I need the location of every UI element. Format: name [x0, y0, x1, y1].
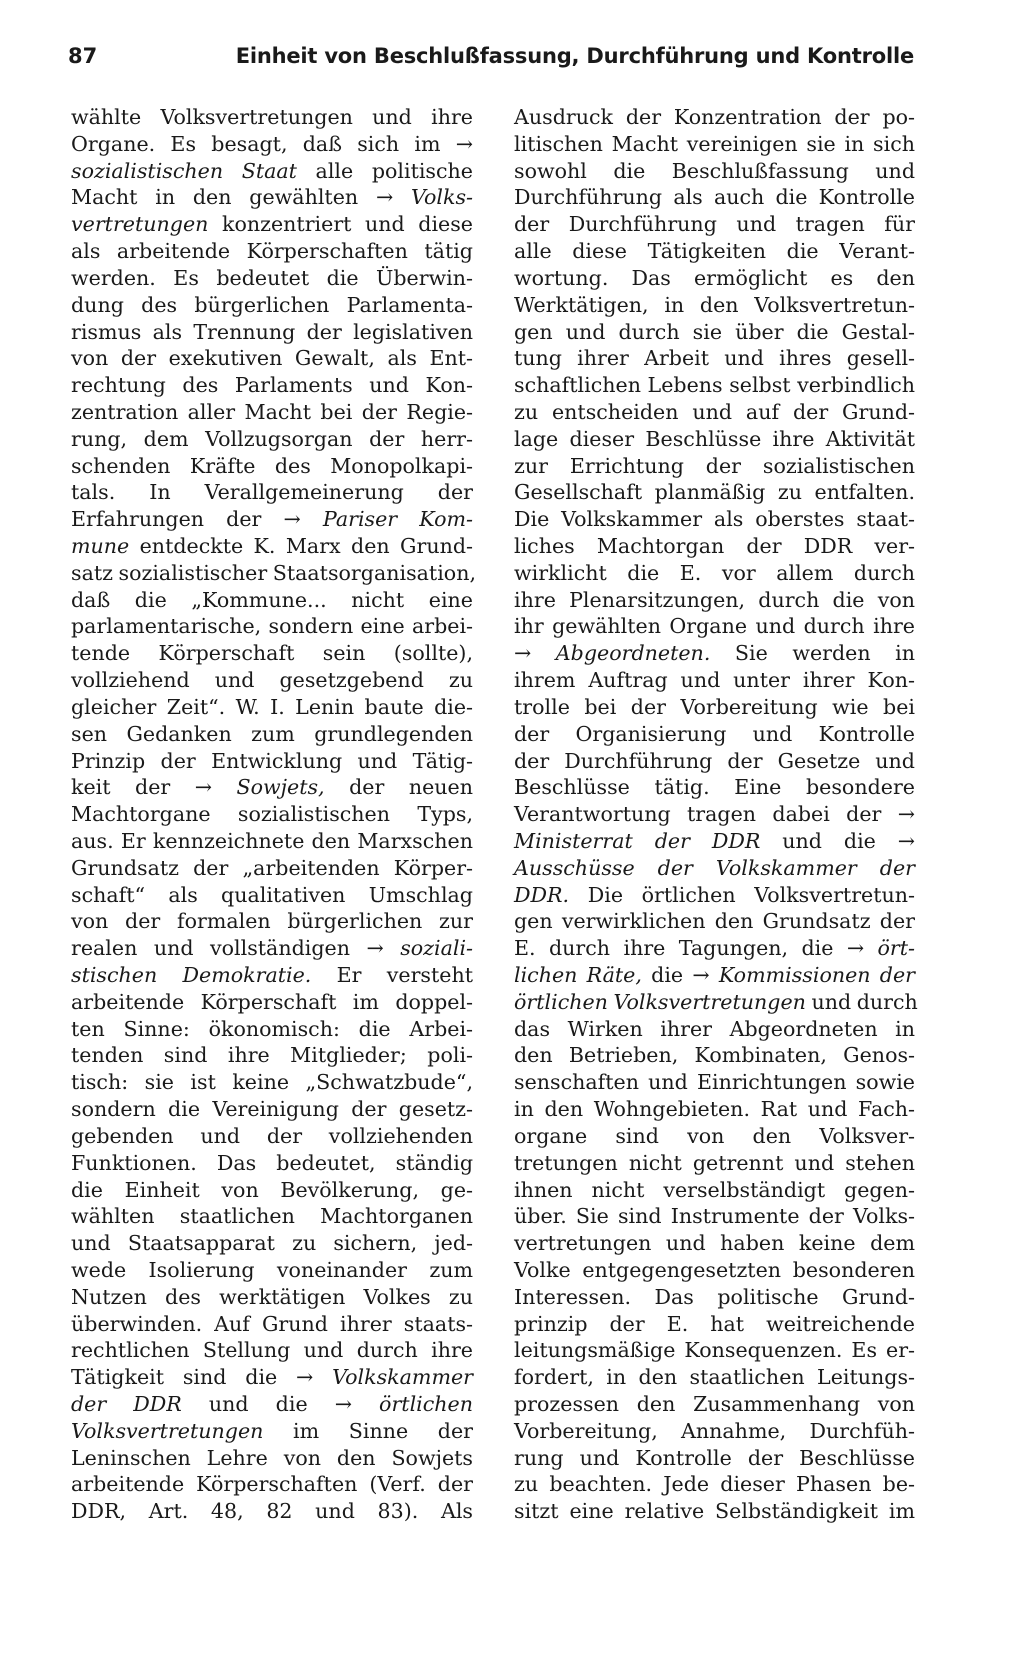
text-line: Volke entgegengesetzten besonderen: [514, 1257, 915, 1282]
text-line: der Durchführung der Gesetze und: [514, 748, 915, 773]
text-line: Ausschüsse der Volkskammer der: [514, 855, 915, 880]
text-line: wede Isolierung voneinander zum: [71, 1257, 473, 1282]
text-line: sondern die Vereinigung der gesetz-: [71, 1097, 473, 1122]
text-line: tretungen nicht getrennt und stehen: [514, 1150, 915, 1175]
text-line: von der exekutiven Gewalt, als Ent-: [71, 346, 473, 371]
text-line: aus. Er kennzeichnete den Marxschen: [71, 828, 473, 853]
text-line: schenden Kräfte des Monopolkapi-: [71, 453, 473, 478]
text-line: ihre Plenarsitzungen, durch die von: [514, 587, 915, 612]
text-line: stischen Demokratie. Er versteht: [71, 963, 473, 987]
text-line: tung ihrer Arbeit und ihres gesell-: [514, 346, 915, 371]
text-line: zu beachten. Jede dieser Phasen be-: [514, 1472, 915, 1497]
text-line: Durchführung als auch die Kontrolle: [514, 185, 915, 210]
text-column-left: [71, 104, 476, 1525]
text-line: wählte Volksvertretungen und ihre: [71, 105, 473, 129]
text-line: schaft“ als qualitativen Umschlag: [71, 882, 473, 907]
text-line: Funktionen. Das bedeutet, ständig: [71, 1150, 473, 1175]
text-line: prinzip der E. hat weitreichende: [514, 1311, 915, 1336]
text-line: Volksvertretungen im Sinne der: [71, 1418, 473, 1443]
text-line: satz sozialistischer Staatsorganisation,: [71, 560, 476, 585]
text-line: lichen Räte, die → Kommissionen der: [514, 963, 915, 987]
text-line: daß die „Kommune... nicht eine: [71, 587, 473, 612]
text-line: Ausdruck der Konzentration der po-: [514, 105, 915, 129]
text-line: vertretungen konzentriert und diese: [71, 212, 473, 237]
text-line: werden. Es bedeutet die Überwin-: [71, 265, 473, 290]
text-line: → Abgeordneten. Sie werden in: [514, 641, 915, 666]
text-line: sowohl die Beschlußfassung und: [514, 158, 915, 183]
text-line: mune entdeckte K. Marx den Grund-: [71, 534, 473, 558]
text-line: zentration aller Macht bei der Regie-: [71, 399, 473, 424]
text-line: schaftlichen Lebens selbst verbindlich: [514, 373, 915, 398]
text-line: organe sind von den Volksver-: [514, 1123, 915, 1148]
text-line: sitzt eine relative Selbständigkeit im: [514, 1499, 915, 1524]
text-line: leitungsmäßige Konsequenzen. Es er-: [514, 1338, 915, 1363]
text-line: das Wirken ihrer Abgeordneten in: [514, 1016, 915, 1041]
text-line: senschaften und Einrichtungen sowie: [514, 1070, 915, 1095]
text-line: lage dieser Beschlüsse ihre Aktivität: [514, 426, 915, 451]
text-line: prozessen den Zusammenhang von: [514, 1392, 915, 1416]
text-line: tenden sind ihre Mitglieder; poli-: [71, 1043, 473, 1068]
text-line: der DDR und die → örtlichen: [71, 1392, 473, 1416]
text-line: wirklicht die E. vor allem durch: [514, 560, 915, 585]
text-line: litischen Macht vereinigen sie in sich: [514, 131, 915, 156]
text-line: Leninschen Lehre von den Sowjets: [71, 1445, 473, 1470]
text-line: Prinzip der Entwicklung und Tätig-: [71, 748, 473, 773]
text-line: wählten staatlichen Machtorganen: [71, 1204, 473, 1229]
text-line: Interessen. Das politische Grund-: [514, 1284, 915, 1309]
text-line: gleicher Zeit“. W. I. Lenin baute die-: [71, 694, 473, 719]
text-line: wortung. Das ermöglicht es den: [514, 265, 915, 290]
text-line: Ministerrat der DDR und die →: [514, 828, 915, 853]
text-line: von der formalen bürgerlichen zur: [71, 909, 473, 934]
text-line: der Organisierung und Kontrolle: [514, 721, 915, 746]
text-line: der Durchführung und tragen für: [514, 212, 915, 237]
text-line: sozialistischen Staat alle politische: [71, 158, 473, 183]
text-line: DDR, Art. 48, 82 und 83). Als: [71, 1499, 473, 1524]
text-column-right: [514, 104, 918, 1525]
text-line: sen Gedanken zum grundlegenden: [71, 721, 473, 746]
text-line: alle diese Tätigkeiten die Verant-: [514, 239, 915, 264]
text-line: Vorbereitung, Annahme, Durchfüh-: [514, 1418, 915, 1443]
text-line: gen und durch sie über die Gestal-: [514, 319, 915, 344]
text-line: arbeitende Körperschaft im doppel-: [71, 989, 473, 1014]
text-line: tisch: sie ist keine „Schwatzbude“,: [71, 1070, 473, 1095]
text-line: Beschlüsse tätig. Eine besondere: [514, 775, 915, 800]
text-line: rismus als Trennung der legislativen: [71, 319, 473, 344]
text-line: rechtlichen Stellung und durch ihre: [71, 1338, 473, 1363]
text-line: dung des bürgerlichen Parlamenta-: [71, 292, 473, 317]
text-line: realen und vollständigen → soziali-: [71, 936, 473, 961]
text-line: überwinden. Auf Grund ihrer staats-: [71, 1311, 473, 1336]
text-line: Werktätigen, in den Volksvertretun-: [514, 292, 915, 317]
text-line: Macht in den gewählten → Volks-: [71, 185, 473, 210]
text-line: fordert, in den staatlichen Leitungs-: [514, 1365, 915, 1390]
text-line: und Staatsapparat zu sichern, jed-: [71, 1231, 473, 1256]
text-line: Erfahrungen der → Pariser Kom-: [71, 507, 473, 532]
text-line: rechtung des Parlaments und Kon-: [71, 373, 473, 398]
text-line: den Betrieben, Kombinaten, Genos-: [514, 1043, 915, 1068]
text-line: Verantwortung tragen dabei der →: [514, 802, 915, 827]
text-line: Die Volkskammer als oberstes staat-: [514, 507, 915, 532]
text-line: gebenden und der vollziehenden: [71, 1123, 473, 1148]
text-line: trolle bei der Vorbereitung wie bei: [514, 694, 915, 719]
text-line: rung, dem Vollzugsorgan der herr-: [71, 426, 473, 451]
text-line: ten Sinne: ökonomisch: die Arbei-: [71, 1016, 473, 1041]
running-title: Einheit von Beschlußfassung, Durchführung und Kontrolle: [235, 44, 914, 68]
page-number: 87: [68, 44, 98, 68]
text-line: arbeitende Körperschaften (Verf. der: [71, 1472, 473, 1497]
text-line: E. durch ihre Tagungen, die → ört-: [514, 936, 915, 961]
text-line: DDR. Die örtlichen Volksvertretun-: [514, 882, 915, 907]
text-line: zur Errichtung der sozialistischen: [514, 453, 915, 478]
text-line: zu entscheiden und auf der Grund-: [514, 399, 915, 424]
text-line: örtlichen Volksvertretungen und durch: [514, 989, 918, 1014]
text-line: ihrem Auftrag und unter ihrer Kon-: [514, 668, 915, 693]
text-line: parlamentarische, sondern eine arbei-: [71, 614, 473, 639]
text-line: Organe. Es besagt, daß sich im →: [71, 131, 473, 156]
text-line: über. Sie sind Instrumente der Volks-: [514, 1204, 915, 1229]
text-line: Grundsatz der „arbeitenden Körper-: [71, 855, 473, 880]
text-line: vollziehend und gesetzgebend zu: [71, 668, 473, 693]
text-line: keit der → Sowjets, der neuen: [71, 775, 473, 800]
text-line: tals. In Verallgemeinerung der: [71, 480, 473, 505]
text-line: Gesellschaft planmäßig zu entfalten.: [514, 480, 915, 505]
text-line: tende Körperschaft sein (sollte),: [71, 641, 473, 666]
text-line: liches Machtorgan der DDR ver-: [514, 534, 915, 558]
text-line: Tätigkeit sind die → Volkskammer: [71, 1365, 473, 1390]
text-line: ihr gewählten Organe und durch ihre: [514, 614, 915, 639]
text-line: vertretungen und haben keine dem: [514, 1231, 915, 1256]
text-line: gen verwirklichen den Grundsatz der: [514, 909, 915, 934]
text-line: Machtorgane sozialistischen Typs,: [71, 802, 473, 827]
text-line: in den Wohngebieten. Rat und Fach-: [514, 1097, 915, 1122]
text-line: rung und Kontrolle der Beschlüsse: [514, 1445, 915, 1470]
text-line: ihnen nicht verselbständigt gegen-: [514, 1177, 915, 1202]
text-line: Nutzen des werktätigen Volkes zu: [71, 1284, 473, 1309]
page-header: [68, 44, 914, 80]
text-line: die Einheit von Bevölkerung, ge-: [71, 1177, 473, 1202]
text-line: als arbeitende Körperschaften tätig: [71, 239, 473, 264]
